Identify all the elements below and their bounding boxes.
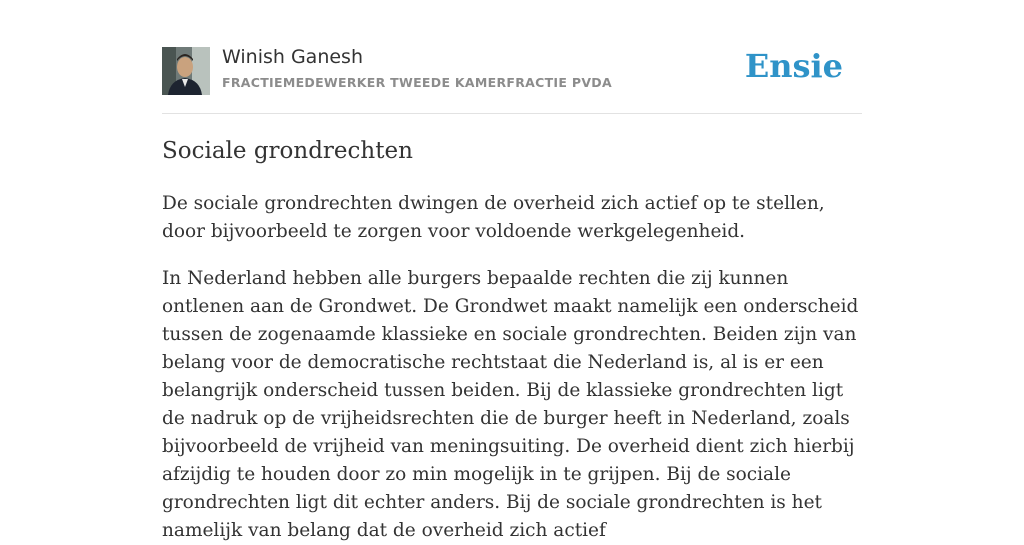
article-container xyxy=(162,0,862,541)
avatar[interactable] xyxy=(162,47,210,95)
article-paragraph: De sociale grondrechten dwingen de overheid zich actief op te stellen, door bijvoorbeeld te zorgen voor voldoende werkgelegenheid. xyxy=(162,193,825,242)
article-title: Sociale grondrechten xyxy=(162,138,413,164)
article-paragraph: In Nederland hebben alle burgers bepaalde rechten die zij kunnen ontlenen aan de Grondwet. De Grondwet maakt namelijk een onderscheid tussen de zogenaamde klassieke en sociale grondrechten. Beiden zijn van belang voor de democratische rechtstaat die Nederland is, al is er een belangrijk onderscheid tussen beiden. Bij de klassieke grondrechten ligt de nadruk op de vrijheidsrechten die de burger heeft in Nederland, zoals bijvoorbeeld de vrijheid van meningsuiting. De overheid dient zich hierbij afzijdig te houden door zo min mogelijk in te grijpen. Bij de sociale grondrechten ligt dit echter anders. Bij de sociale grondrechten is het namelijk van belang dat de overheid zich actief xyxy=(162,268,859,541)
ensie-logo[interactable]: Ensie xyxy=(744,47,843,85)
avatar-image xyxy=(162,47,210,95)
author-role: FRACTIEMEDEWERKER TWEEDE KAMERFRACTIE PVDA xyxy=(222,75,612,90)
author-header xyxy=(162,0,862,114)
author-name[interactable]: Winish Ganesh xyxy=(222,46,363,68)
